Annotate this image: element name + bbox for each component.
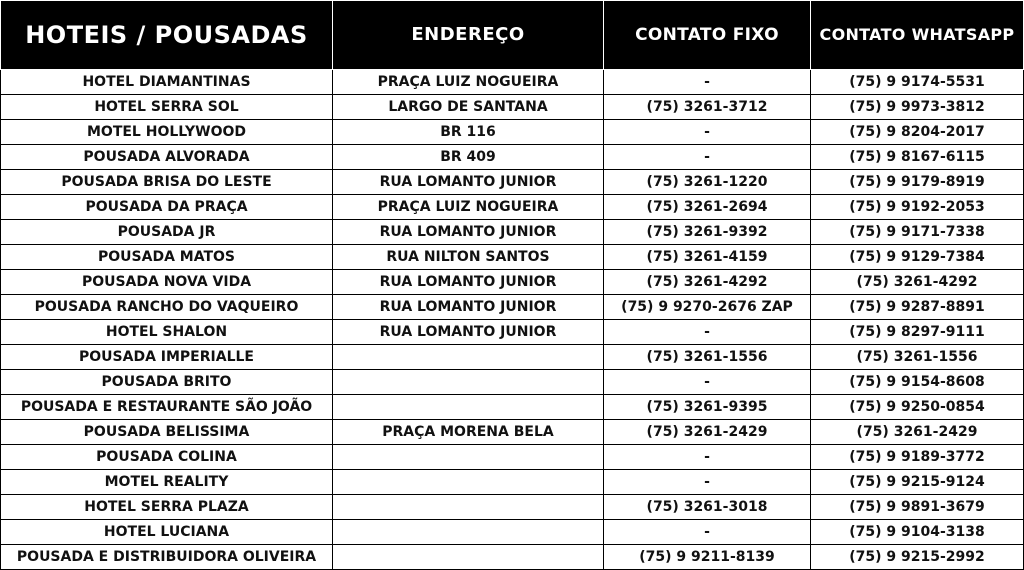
address-cell: PRAÇA LUIZ NOGUEIRA [333,70,604,95]
whatsapp-contact-cell: (75) 9 9189-3772 [811,445,1024,470]
table-row [1,170,1024,195]
whatsapp-contact-cell: (75) 9 8204-2017 [811,120,1024,145]
fixed-contact-cell: - [604,120,811,145]
address-cell [333,445,604,470]
whatsapp-contact-cell: (75) 9 9250-0854 [811,395,1024,420]
address-cell: RUA NILTON SANTOS [333,245,604,270]
address-cell: PRAÇA MORENA BELA [333,420,604,445]
header-row [1,1,1024,70]
hotel-name-cell: HOTEL SERRA SOL [1,95,333,120]
hotel-name-cell: POUSADA NOVA VIDA [1,270,333,295]
whatsapp-contact-cell: (75) 3261-4292 [811,270,1024,295]
table-row [1,270,1024,295]
fixed-contact-cell: (75) 3261-1556 [604,345,811,370]
hotel-name-cell: POUSADA COLINA [1,445,333,470]
fixed-contact-cell: - [604,520,811,545]
whatsapp-contact-cell: (75) 9 9171-7338 [811,220,1024,245]
table-row [1,395,1024,420]
header-hotels: HOTEIS / POUSADAS [1,1,333,70]
header-whatsapp-contact: CONTATO WHATSAPP [811,1,1024,70]
header-fixed-contact: CONTATO FIXO [604,1,811,70]
hotel-name-cell: MOTEL REALITY [1,470,333,495]
fixed-contact-cell: - [604,145,811,170]
table-row [1,95,1024,120]
table-row [1,295,1024,320]
fixed-contact-cell: - [604,320,811,345]
address-cell: BR 116 [333,120,604,145]
whatsapp-contact-cell: (75) 3261-2429 [811,420,1024,445]
fixed-contact-cell: (75) 3261-2429 [604,420,811,445]
hotel-name-cell: POUSADA RANCHO DO VAQUEIRO [1,295,333,320]
table-header [1,1,1024,70]
whatsapp-contact-cell: (75) 9 9973-3812 [811,95,1024,120]
address-cell: PRAÇA LUIZ NOGUEIRA [333,195,604,220]
address-cell [333,545,604,570]
table-row [1,195,1024,220]
address-cell [333,470,604,495]
hotel-name-cell: POUSADA BRITO [1,370,333,395]
hotel-name-cell: POUSADA E RESTAURANTE SÃO JOÃO [1,395,333,420]
fixed-contact-cell: (75) 3261-9395 [604,395,811,420]
whatsapp-contact-cell: (75) 9 9174-5531 [811,70,1024,95]
table-row [1,345,1024,370]
fixed-contact-cell: (75) 3261-3018 [604,495,811,520]
address-cell: RUA LOMANTO JUNIOR [333,220,604,245]
address-cell: RUA LOMANTO JUNIOR [333,295,604,320]
address-cell [333,370,604,395]
table-row [1,520,1024,545]
fixed-contact-cell: (75) 3261-3712 [604,95,811,120]
table-row [1,495,1024,520]
whatsapp-contact-cell: (75) 9 8167-6115 [811,145,1024,170]
address-cell [333,495,604,520]
table-row [1,370,1024,395]
address-cell [333,520,604,545]
hotel-name-cell: POUSADA IMPERIALLE [1,345,333,370]
address-cell: LARGO DE SANTANA [333,95,604,120]
whatsapp-contact-cell: (75) 9 9215-9124 [811,470,1024,495]
table-row [1,320,1024,345]
fixed-contact-cell: (75) 9 9211-8139 [604,545,811,570]
fixed-contact-cell: (75) 3261-2694 [604,195,811,220]
whatsapp-contact-cell: (75) 9 9192-2053 [811,195,1024,220]
whatsapp-contact-cell: (75) 9 9215-2992 [811,545,1024,570]
fixed-contact-cell: - [604,370,811,395]
table-body [1,70,1024,570]
address-cell [333,345,604,370]
table-row [1,545,1024,570]
hotel-name-cell: POUSADA DA PRAÇA [1,195,333,220]
address-cell: BR 409 [333,145,604,170]
fixed-contact-cell: (75) 3261-9392 [604,220,811,245]
fixed-contact-cell: (75) 3261-4292 [604,270,811,295]
hotel-name-cell: POUSADA BRISA DO LESTE [1,170,333,195]
fixed-contact-cell: - [604,470,811,495]
address-cell: RUA LOMANTO JUNIOR [333,170,604,195]
fixed-contact-cell: (75) 3261-4159 [604,245,811,270]
fixed-contact-cell: (75) 9 9270-2676 ZAP [604,295,811,320]
hotel-name-cell: HOTEL SERRA PLAZA [1,495,333,520]
whatsapp-contact-cell: (75) 9 9179-8919 [811,170,1024,195]
hotel-name-cell: POUSADA MATOS [1,245,333,270]
hotel-name-cell: HOTEL DIAMANTINAS [1,70,333,95]
table-row [1,145,1024,170]
table-row [1,445,1024,470]
header-address: ENDEREÇO [333,1,604,70]
hotel-name-cell: HOTEL LUCIANA [1,520,333,545]
hotel-name-cell: MOTEL HOLLYWOOD [1,120,333,145]
hotel-name-cell: POUSADA JR [1,220,333,245]
whatsapp-contact-cell: (75) 9 9129-7384 [811,245,1024,270]
fixed-contact-cell: (75) 3261-1220 [604,170,811,195]
table-row [1,420,1024,445]
table-row [1,120,1024,145]
fixed-contact-cell: - [604,445,811,470]
address-cell: RUA LOMANTO JUNIOR [333,270,604,295]
whatsapp-contact-cell: (75) 9 9287-8891 [811,295,1024,320]
whatsapp-contact-cell: (75) 3261-1556 [811,345,1024,370]
hotel-name-cell: POUSADA E DISTRIBUIDORA OLIVEIRA [1,545,333,570]
table-row [1,470,1024,495]
fixed-contact-cell: - [604,70,811,95]
table-row [1,220,1024,245]
whatsapp-contact-cell: (75) 9 9104-3138 [811,520,1024,545]
address-cell: RUA LOMANTO JUNIOR [333,320,604,345]
table-row [1,70,1024,95]
hotel-name-cell: POUSADA ALVORADA [1,145,333,170]
whatsapp-contact-cell: (75) 9 9891-3679 [811,495,1024,520]
hotel-name-cell: HOTEL SHALON [1,320,333,345]
whatsapp-contact-cell: (75) 9 9154-8608 [811,370,1024,395]
hotel-name-cell: POUSADA BELISSIMA [1,420,333,445]
whatsapp-contact-cell: (75) 9 8297-9111 [811,320,1024,345]
address-cell [333,395,604,420]
table-row [1,245,1024,270]
